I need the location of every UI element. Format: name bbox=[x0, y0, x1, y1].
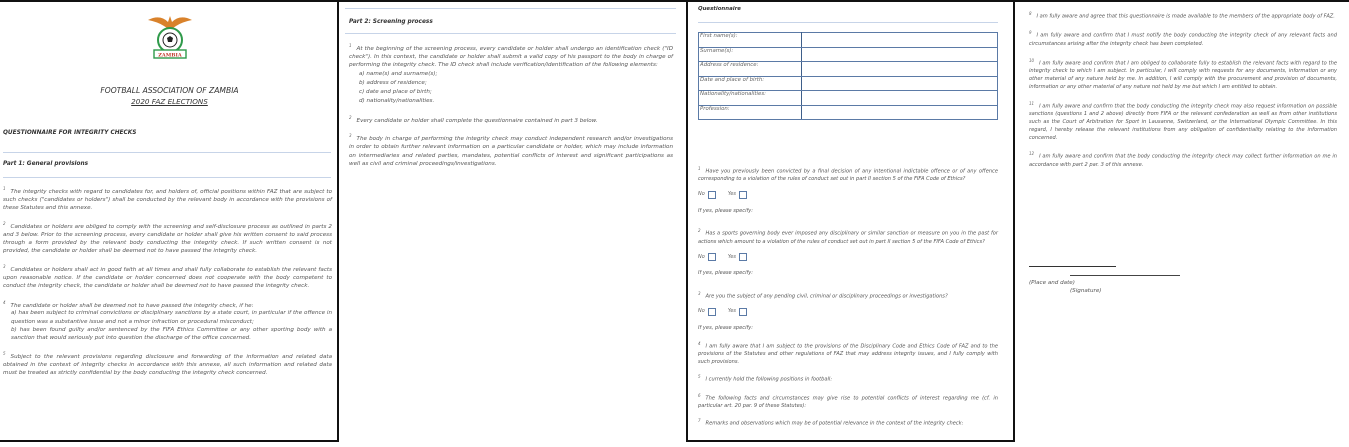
faz-logo-icon bbox=[140, 10, 200, 62]
place-date-label: (Place and date) bbox=[1029, 280, 1075, 286]
page-3-questionnaire bbox=[686, 0, 1015, 442]
declaration: $^9$I am fully aware and confirm that I must notify the body conducting the integrity check of any relevant facts and circumstances arising after the integrity check has been completed. bbox=[1029, 30, 1337, 47]
svg-text:ZAMBIA: ZAMBIA bbox=[158, 52, 182, 59]
paragraph: $^3$The body in charge of performing the integrity check may conduct independent research and/or investigations in order to obtain further relevant information on a particular candidate or holder, which may include information on intermediaries and related parties, mandates, potential conflicts of interest and significant participations as well as civil and criminal proceedings/investigations. bbox=[349, 133, 673, 167]
question: $^3$Are you the subject of any pending civil, criminal or disciplinary proceedings or investigations? bbox=[698, 290, 948, 300]
list-item: c) date and place of birth; bbox=[359, 89, 432, 96]
paragraph: $^1$The integrity checks with regard to candidates for, and holders of, official positions within FAZ that are subject to such checks ("candidates or holders") shall be conducted by the relevant body in accordance with the provisions of these Statutes and this annexe. bbox=[3, 186, 332, 212]
declaration: $^{11}$I am fully aware and confirm that the body conducting the integrity check may also request information on possible sanctions (questions 1 and 2 above) directly from FIFA or the relevant confederation as well as from other institutions such as the Court of Arbitration for Sport in Lausanne, Switzerland, or the International Olympic Committee. In this regard, I hereby release the relevant institutions from any obligation of confidentiality relating to the information concerned. bbox=[1029, 100, 1337, 141]
page-4-declarations bbox=[1014, 0, 1349, 442]
field-label: Address of residence: bbox=[699, 62, 802, 77]
question: $^4$I am fully aware that I am subject to the provisions of the Disciplinary Code and Ethics Code of FAZ and to the provisions of the Statutes and other regulations of FAZ that may address integrity issues, and I fully comply with such provisions. bbox=[698, 340, 998, 365]
yes-checkbox[interactable] bbox=[739, 308, 747, 316]
declaration: $^8$I am fully aware and agree that this questionnaire is made available to the members of the appropriate body of FAZ. bbox=[1029, 11, 1335, 20]
field-label: Date and place of birth: bbox=[699, 76, 802, 91]
specify-label: If yes, please specify: bbox=[698, 207, 754, 214]
address-field[interactable] bbox=[802, 62, 998, 77]
divider bbox=[3, 177, 331, 178]
election-subtitle: 2020 FAZ ELECTIONS bbox=[131, 97, 208, 106]
list-item: b) has been found guilty and/or sentenced by the FIFA Ethics Committee or any other sporting body with a sanction that would seriously put into question the discharge of the office concerned. bbox=[11, 326, 332, 341]
table-row bbox=[699, 105, 998, 120]
paragraph: $^2$Every candidate or holder shall complete the questionnaire contained in part 3 below. bbox=[349, 114, 598, 124]
part-1-body bbox=[3, 185, 332, 385]
field-label: Profession: bbox=[699, 105, 802, 120]
birth-field[interactable] bbox=[802, 76, 998, 91]
field-label: First name(s): bbox=[699, 33, 802, 48]
paragraph: $^5$Subject to the relevant provisions regarding disclosure and forwarding of the information and related data obtained in the context of integrity checks in accordance with this annexe, all such information and related data must be treated as strictly confidential by the body conducting the integrity check concerned. bbox=[3, 350, 332, 376]
part-2-heading: Part 2: Screening process bbox=[349, 19, 433, 25]
divider bbox=[698, 22, 998, 23]
page-1-general-provisions bbox=[0, 0, 339, 442]
identity-table bbox=[698, 32, 998, 120]
table-row bbox=[699, 33, 998, 48]
divider bbox=[345, 33, 676, 34]
list-item: a) has been subject to criminal convictions or disciplinary sanctions by a state court, in particular if the offence in question was a substantive issue and not a minor infraction or procedural misconduct; bbox=[11, 310, 332, 325]
part-2-body bbox=[349, 42, 673, 176]
list-item: b) address of residence; bbox=[359, 80, 427, 87]
nationality-field[interactable] bbox=[802, 91, 998, 106]
list-item: a) name(s) and surname(s); bbox=[359, 71, 438, 78]
table-row bbox=[699, 91, 998, 106]
specify-label: If yes, please specify: bbox=[698, 270, 754, 277]
paragraph: $^4$The candidate or holder shall be deemed not to have passed the integrity check, if he: a) has been subject to criminal convictions or disciplinary sanctions by a state court, in particular if the offence in question was a substantive issue and not a minor infraction or procedural misconduct; b) has been found guilty and/or sentenced by the FIFA Ethics Committee or any other sporting body with a sanction that would seriously put into question the discharge of the office concerned. bbox=[3, 299, 332, 341]
table-row bbox=[699, 62, 998, 77]
organization-title: FOOTBALL ASSOCIATION OF ZAMBIA bbox=[100, 86, 239, 95]
no-checkbox[interactable] bbox=[708, 191, 716, 199]
signature-line[interactable] bbox=[1070, 275, 1180, 276]
yes-checkbox[interactable] bbox=[739, 191, 747, 199]
field-label: Surname(s): bbox=[699, 47, 802, 62]
divider bbox=[345, 8, 676, 9]
yes-no-group: No Yes bbox=[698, 308, 998, 316]
divider bbox=[3, 152, 331, 153]
yes-no-group: No Yes bbox=[698, 253, 998, 261]
question: $^2$Has a sports governing body ever imposed any disciplinary or similar sanction or measure on you in the past for actions which amount to a violation of the rules of conduct set out in part II section 5 of the FIFA Code of Ethics? bbox=[698, 228, 998, 245]
yes-checkbox[interactable] bbox=[739, 253, 747, 261]
question: $^7$Remarks and observations which may be of potential relevance in the context of the integrity check: bbox=[698, 418, 964, 428]
first-name-field[interactable] bbox=[802, 33, 998, 48]
no-checkbox[interactable] bbox=[708, 308, 716, 316]
questions-list bbox=[698, 165, 998, 436]
paragraph: $^1$At the beginning of the screening process, every candidate or holder shall undergo an identification check ("ID check"). In this context, the candidate or holder shall submit a valid copy of his passport to the body in charge of performing the integrity check. The ID check shall include verification/identification of the following elements: a) name(s) and surname(s); b) address of residence; c) date and place of birth; d) nationality/nationalities. bbox=[349, 43, 673, 105]
place-date-line[interactable] bbox=[1029, 266, 1116, 267]
declarations-list bbox=[1029, 10, 1337, 178]
signature-label: (Signature) bbox=[1070, 288, 1102, 294]
table-row bbox=[699, 76, 998, 91]
question: $^1$Have you previously been convicted by a final decision of any intentional indictable offence or of any offence corresponding to a violation of the rules of conduct set out in part II section 5 of the FIFA Code of Ethics? bbox=[698, 166, 998, 183]
part-1-heading: Part 1: General provisions bbox=[3, 161, 89, 167]
questionnaire-title: QUESTIONNAIRE FOR INTEGRITY CHECKS bbox=[3, 130, 137, 136]
paragraph: $^3$Candidates or holders shall act in good faith at all times and shall fully collaborate to establish the relevant facts upon reasonable notice. If the candidate or holder concerned does not cooperate with the body competent to conduct the integrity check, the candidate or holder shall be deemed not to have passed the integrity check. bbox=[3, 264, 332, 290]
question: $^6$The following facts and circumstances may give rise to potential conflicts of interest regarding me (cf. in particular art. 20 par. 9 of these Statutes): bbox=[698, 392, 998, 409]
surname-field[interactable] bbox=[802, 47, 998, 62]
yes-no-group: No Yes bbox=[698, 191, 998, 199]
paragraph: $^2$Candidates or holders are obliged to comply with the screening and self-disclosure process as outlined in parts 2 and 3 below. Prior to the screening process, every candidate or holder shall give his written consent to said process through a form provided by the relevant body conducting the integrity check. If such written consent is not provided, the candidate or holder shall be deemed not to have passed the integrity check. bbox=[3, 221, 332, 255]
list-item: d) nationality/nationalities. bbox=[359, 98, 435, 105]
questionnaire-heading: Questionnaire bbox=[698, 6, 741, 12]
declaration: $^{10}$I am fully aware and confirm that I am obliged to collaborate fully to establish the relevant facts with regard to the integrity check to which I am subject. In particular, I will comply with requests for any documents, information or any other material of any nature held by me. In addition, I will comply with the procurement and provision of documents, information or any other material of any nature not held by me but which I am entitled to obtain. bbox=[1029, 57, 1337, 90]
page-2-screening-process bbox=[339, 0, 686, 447]
field-label: Nationality/nationalities: bbox=[699, 91, 802, 106]
table-row bbox=[699, 47, 998, 62]
no-checkbox[interactable] bbox=[708, 253, 716, 261]
profession-field[interactable] bbox=[802, 105, 998, 120]
question: $^5$I currently hold the following positions in football: bbox=[698, 374, 833, 383]
declaration: $^{12}$I am fully aware and confirm that the body conducting the integrity check may collect further information on me in accordance with part 2 par. 3 of this annexe. bbox=[1029, 151, 1337, 168]
specify-label: If yes, please specify: bbox=[698, 325, 754, 332]
